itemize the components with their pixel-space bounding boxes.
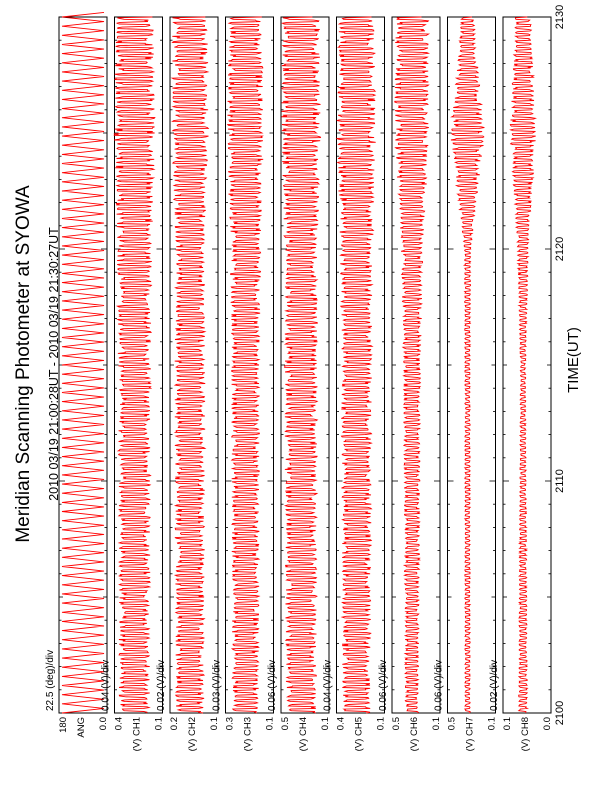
y-tick-label: 0.0: [542, 717, 553, 731]
channel-label: (V) CH2: [187, 717, 198, 752]
panel-ch2: [153, 17, 220, 752]
scale-label: 0.02 (V)/div: [489, 659, 500, 711]
channel-label: (V) CH4: [298, 717, 309, 752]
x-axis-label: TIME(UT): [565, 327, 582, 393]
scale-label: 0.06 (V)/div: [433, 659, 445, 711]
series-line-ch8: [510, 17, 535, 713]
y-tick-label: 0.5: [280, 717, 291, 731]
panel-group: [45, 5, 566, 752]
channel-label: (V) CH8: [520, 717, 531, 752]
x-tick-label: 2110: [554, 469, 566, 493]
channel-label: (V) CH6: [409, 717, 420, 752]
y-tick-label: 180: [58, 717, 69, 733]
chart-title: Meridian Scanning Photometer at SYOWA: [13, 185, 34, 543]
chart-subtitle: 2010 03/19 21:00:28UT - 2010 03/19 21:30:27UT: [47, 227, 61, 501]
y-tick-label: 0.1: [264, 717, 276, 731]
y-tick-label: 0.1: [209, 717, 220, 731]
y-tick-label: 0.1: [431, 717, 442, 731]
x-tick-label: 2120: [554, 236, 566, 262]
panel-ch8: [486, 17, 553, 752]
scale-label: 0.06 (V)/div: [267, 659, 278, 711]
x-tick-label: 2100: [554, 700, 566, 726]
panel-ch4: [264, 17, 331, 752]
y-tick-label: 0.1: [486, 717, 498, 731]
y-tick-label: 0.4: [335, 717, 347, 731]
x-tick-label: 2130: [554, 4, 566, 30]
panel-ch5: [323, 17, 387, 751]
panel-ch3: [212, 17, 276, 751]
y-tick-label: 0.0: [98, 717, 109, 731]
scale-label: 0.04 (V)/div: [100, 659, 112, 711]
y-tick-label: 0.5: [391, 717, 402, 731]
y-tick-label: 0.2: [169, 717, 180, 731]
series-line-ch7: [451, 17, 485, 713]
panel-ch7: [434, 17, 498, 751]
scale-label: 0.06 (V)/div: [378, 659, 389, 711]
scale-label: 0.04 (V)/div: [322, 659, 334, 711]
series-line-ch5: [337, 17, 376, 713]
series-line-ch1: [114, 17, 155, 713]
series-line-ang: [62, 12, 104, 713]
channel-label: (V) CH7: [464, 717, 476, 752]
series-line-ch3: [228, 17, 264, 713]
channel-label: (V) CH1: [131, 717, 143, 752]
y-tick-label: 0.1: [320, 717, 331, 731]
series-line-ch2: [172, 17, 208, 713]
y-tick-label: 0.1: [502, 717, 513, 731]
scale-label: 0.03 (V)/div: [211, 659, 223, 711]
y-tick-label: 0.3: [224, 717, 236, 731]
series-line-ch6: [395, 17, 429, 713]
panel-frame: [503, 17, 551, 713]
series-line-ch4: [281, 17, 320, 713]
channel-label: (V) CH5: [353, 717, 365, 752]
y-tick-label: 0.1: [375, 717, 387, 731]
y-tick-label: 0.4: [113, 717, 125, 731]
panel-ch1: [101, 17, 165, 751]
channel-label: ANG: [76, 717, 87, 738]
channel-label: (V) CH3: [242, 717, 254, 752]
y-tick-label: 0.1: [153, 717, 165, 731]
panel-ch6: [375, 17, 442, 752]
scale-label: 0.02 (V)/div: [156, 659, 167, 711]
y-tick-label: 0.5: [446, 717, 458, 731]
scale-label: 22.5 (deg)/div: [45, 649, 56, 711]
